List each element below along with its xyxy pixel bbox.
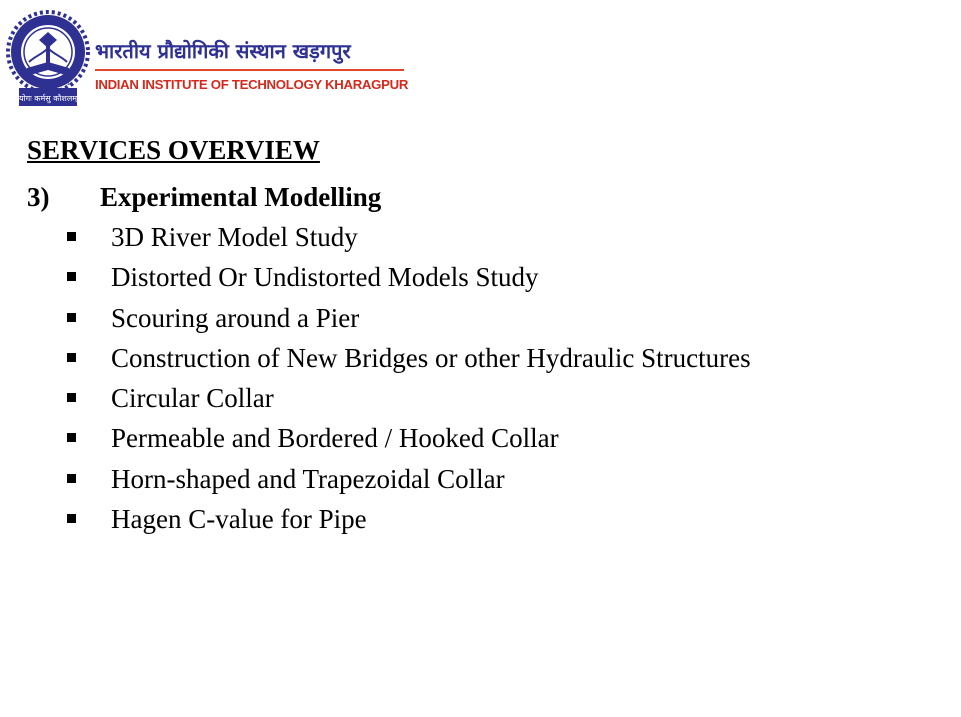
list-item-text: Scouring around a Pier [111, 302, 360, 333]
header-divider [95, 69, 404, 71]
list-item [0, 220, 961, 260]
subsection-number: 3) [27, 182, 50, 212]
institute-name-hindi: भारतीय प्रौद्योगिकी संस्थान खड़गपुर [95, 39, 351, 63]
iit-kharagpur-emblem-icon [5, 10, 91, 108]
list-item [0, 502, 961, 542]
list-item [0, 421, 961, 461]
square-bullet-icon [67, 353, 76, 362]
list-item-text: Distorted Or Undistorted Models Study [111, 262, 539, 293]
square-bullet-icon [67, 232, 76, 241]
list-item-text: Construction of New Bridges or other Hydraulic Structures [111, 342, 751, 373]
subsection-title: Experimental Modelling [100, 182, 382, 212]
list-item [0, 341, 961, 381]
section-title: SERVICES OVERVIEW [27, 135, 320, 165]
square-bullet-icon [67, 514, 76, 523]
list-item [0, 462, 961, 502]
square-bullet-icon [67, 272, 76, 281]
list-item-text: Hagen C-value for Pipe [111, 504, 367, 535]
list-item-text: Circular Collar [111, 383, 274, 414]
header [0, 0, 961, 115]
institute-name-english: INDIAN INSTITUTE OF TECHNOLOGY KHARAGPUR [95, 77, 409, 92]
square-bullet-icon [67, 474, 76, 483]
service-list [0, 220, 961, 542]
list-item-text: 3D River Model Study [111, 222, 358, 252]
list-item-text: Horn-shaped and Trapezoidal Collar [111, 463, 505, 494]
square-bullet-icon [67, 393, 76, 402]
logo-motto: योगः कर्मसु कौशलम् [18, 94, 78, 103]
square-bullet-icon [67, 433, 76, 442]
list-item [0, 381, 961, 421]
square-bullet-icon [67, 313, 76, 322]
list-item [0, 260, 961, 300]
list-item [0, 301, 961, 341]
list-item-text: Permeable and Bordered / Hooked Collar [111, 423, 559, 454]
logo-year: 1951 [55, 80, 71, 87]
